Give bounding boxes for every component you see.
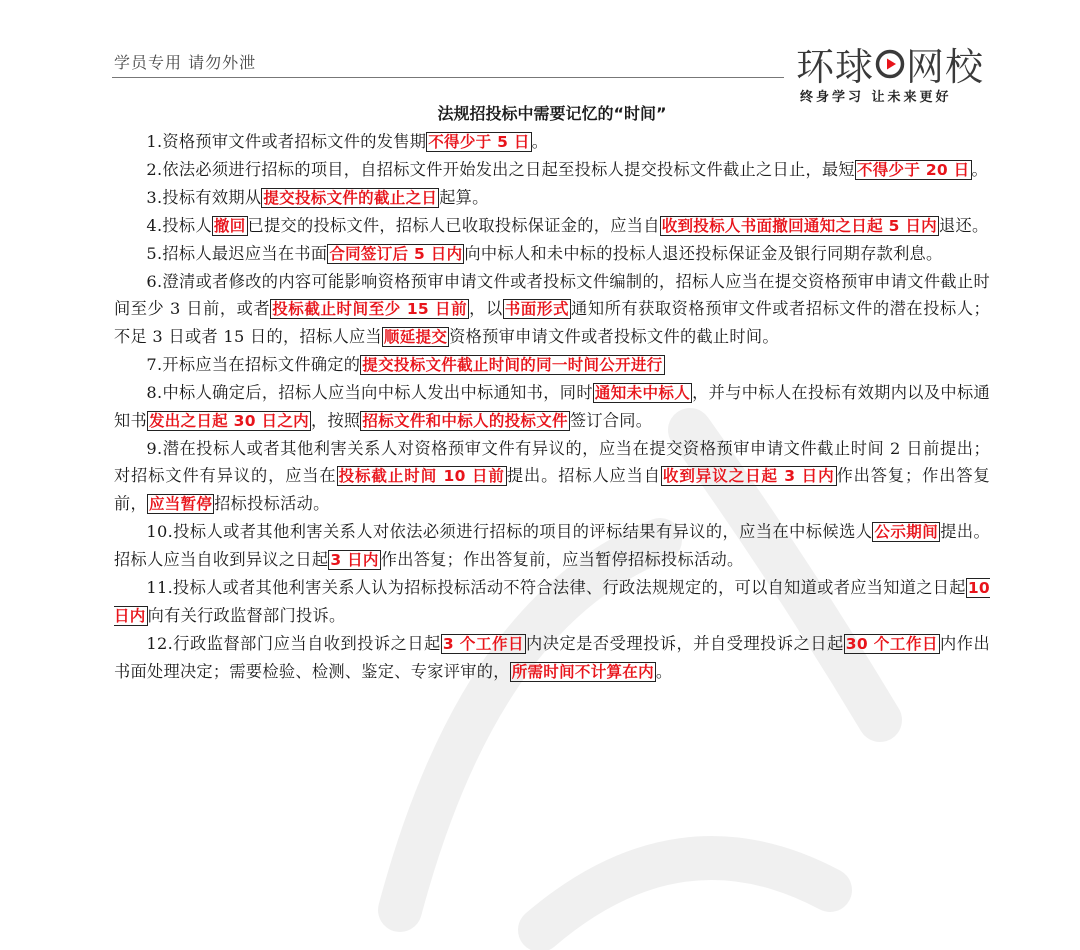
highlighted-term: 投标截止时间至少 15 日前 xyxy=(272,300,468,318)
highlighted-term: 应当暂停 xyxy=(148,495,213,513)
paragraph-text: 3.投标有效期从 xyxy=(146,188,262,207)
highlighted-term: 撤回 xyxy=(213,217,246,235)
paragraph-text: 作出答复；作出答复前， xyxy=(114,466,991,513)
highlighted-term: 30 个工作日 xyxy=(845,635,939,653)
rule-paragraph xyxy=(114,268,990,351)
page-header xyxy=(0,0,1080,110)
highlighted-term: 10 日内 xyxy=(114,579,990,625)
rule-paragraph xyxy=(114,212,990,240)
highlighted-term: 公示期间 xyxy=(874,523,939,541)
play-circle-icon xyxy=(875,49,905,79)
paragraph-text: ，并与中标人在投标有效期内以及中标通知书 xyxy=(114,383,990,430)
paragraph-text: ，按照 xyxy=(310,411,361,430)
paragraph-text: 资格预审申请文件或者投标文件的截止时间。 xyxy=(449,327,779,346)
paragraph-text: 招标投标活动。 xyxy=(214,494,330,513)
highlighted-term: 投标截止时间 10 日前 xyxy=(338,467,505,485)
paragraph-text: 10.投标人或者其他利害关系人对依法必须进行招标的项目的评标结果有异议的，应当在中标候选人 xyxy=(146,522,873,541)
paragraph-text: 1.资格预审文件或者招标文件的发售期 xyxy=(146,132,427,151)
paragraph-list xyxy=(114,128,990,686)
paragraph-text: 。 xyxy=(531,132,549,151)
highlighted-term: 不得少于 5 日 xyxy=(428,133,530,151)
rule-paragraph xyxy=(114,351,990,379)
logo-slogan: 终身学习 让未来更好 xyxy=(800,90,952,105)
paragraph-text: 2.依法必须进行招标的项目，自招标文件开始发出之日起至投标人提交投标文件截止之日止，最短 xyxy=(146,160,855,179)
paragraph-text: 向有关行政监督部门投诉。 xyxy=(147,606,346,625)
paragraph-text: 已提交的投标文件，招标人已收取投标保证金的，应当自 xyxy=(247,216,660,235)
rule-paragraph xyxy=(114,379,990,435)
brand-logo xyxy=(796,36,996,106)
highlighted-term: 收到异议之日起 3 日内 xyxy=(662,467,835,485)
paragraph-text: 9.潜在投标人或者其他利害关系人对资格预审文件有异议的，应当在提交资格预审申请文件截止时间 2 日前提出；对招标文件有异议的，应当在 xyxy=(114,439,990,485)
paragraph-text: 4.投标人 xyxy=(146,216,212,235)
document-title: 法规招投标中需要记忆的“时间” xyxy=(437,104,667,123)
paragraph-text: 签订合同。 xyxy=(569,411,653,430)
paragraph-text: ，以 xyxy=(469,299,503,318)
rule-paragraph xyxy=(114,128,990,156)
paragraph-text: 起算。 xyxy=(439,188,489,207)
paragraph-text: 7.开标应当在招标文件确定的 xyxy=(146,355,361,374)
highlighted-term: 书面形式 xyxy=(504,300,570,318)
rule-paragraph xyxy=(114,574,990,630)
paragraph-text: 。 xyxy=(655,662,673,681)
paragraph-text: 内决定是否受理投诉，并自受理投诉之日起 xyxy=(526,634,844,653)
logo-text-right: 网校 xyxy=(906,45,985,89)
rule-paragraph xyxy=(114,630,990,686)
paragraph-text: 。 xyxy=(971,160,988,179)
paragraph-text: 5.招标人最迟应当在书面 xyxy=(146,244,328,263)
rule-paragraph xyxy=(114,184,990,212)
highlighted-term: 提交投标文件的截止之日 xyxy=(263,189,438,207)
paragraph-text: 8.中标人确定后，招标人应当向中标人发出中标通知书，同时 xyxy=(146,383,593,402)
highlighted-term: 通知未中标人 xyxy=(594,384,691,402)
highlighted-term: 合同签订后 5 日内 xyxy=(329,245,463,263)
highlighted-term: 发出之日起 30 日之内 xyxy=(148,412,309,430)
paragraph-text: 内作出书面处理决定；需要检验、检测、鉴定、专家评审的， xyxy=(114,634,990,681)
paragraph-text: 作出答复；作出答复前，应当暂停招标投标活动。 xyxy=(380,550,744,569)
document-body xyxy=(114,98,990,686)
paragraph-text: 通知所有获取资格预审文件或者招标文件的潜在投标人；不足 3 日或者 15 日的，招标人应当 xyxy=(114,299,990,346)
paragraph-text: 6.澄清或者修改的内容可能影响资格预审申请文件或者投标文件编制的，招标人应当在提交资格预审申请文件截止时间至少 3 日前，或者 xyxy=(114,272,990,318)
highlighted-term: 3 个工作日 xyxy=(442,635,525,653)
highlighted-term: 3 日内 xyxy=(330,551,379,569)
rule-paragraph xyxy=(114,240,990,268)
paragraph-text: 提出。招标人应当自收到异议之日起 xyxy=(114,522,991,569)
rule-paragraph xyxy=(114,435,990,518)
paragraph-text: 12.行政监督部门应当自收到投诉之日起 xyxy=(146,634,441,653)
rule-paragraph xyxy=(114,156,990,184)
highlighted-term: 招标文件和中标人的投标文件 xyxy=(362,412,568,430)
paragraph-text: 退还。 xyxy=(938,216,989,235)
highlighted-term: 所需时间不计算在内 xyxy=(511,663,654,681)
highlighted-term: 提交投标文件截止时间的同一时间公开进行 xyxy=(362,356,663,374)
paragraph-text: 向中标人和未中标的投标人退还投标保证金及银行同期存款利息。 xyxy=(464,244,943,263)
paragraph-text: 11.投标人或者其他利害关系人认为招标投标活动不符合法律、行政法规规定的，可以自知道或者应当知道之日起 xyxy=(146,578,966,597)
highlighted-term: 不得少于 20 日 xyxy=(856,161,970,179)
rule-paragraph xyxy=(114,518,990,574)
highlighted-term: 收到投标人书面撤回通知之日起 5 日内 xyxy=(661,217,937,235)
logo-text-left: 环球 xyxy=(796,45,875,89)
highlighted-term: 顺延提交 xyxy=(383,328,448,346)
header-divider xyxy=(112,77,784,78)
paragraph-text: 提出。招标人应当自 xyxy=(506,466,661,485)
confidential-notice: 学员专用 请勿外泄 xyxy=(114,53,257,72)
